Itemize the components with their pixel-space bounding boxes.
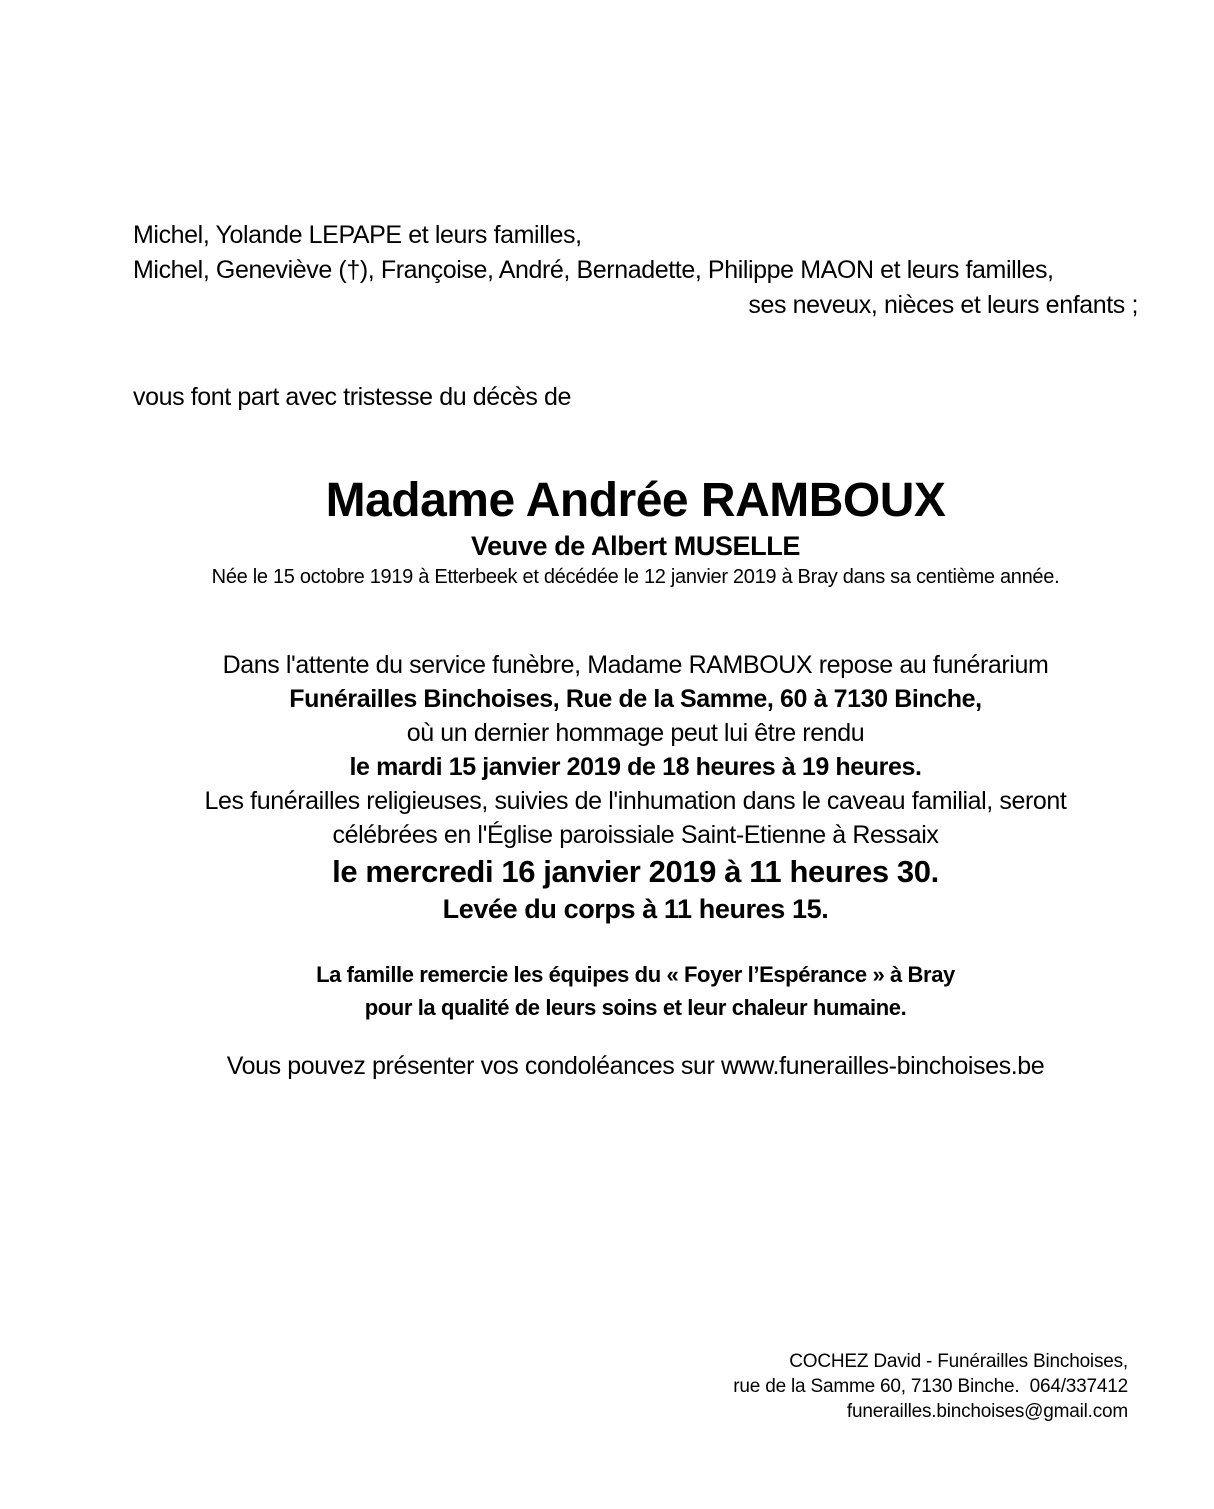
ceremony-datetime-line: le mercredi 16 janvier 2019 à 11 heures 30.	[332, 854, 939, 889]
body-removal-line: Levée du corps à 11 heures 15.	[442, 894, 829, 924]
resting-intro-line: Dans l'attente du service funèbre, Madame RAMBOUX repose au funérarium	[222, 651, 1049, 679]
family-line-2: Michel, Geneviève (†), Françoise, André, Bernadette, Philippe MAON et leurs familles,	[133, 256, 1054, 284]
family-relation-line: ses neveux, nièces et leurs enfants ;	[748, 291, 1138, 319]
ceremony-line-2: célébrées en l'Église paroissiale Saint-Etienne à Ressaix	[332, 821, 939, 849]
footer-email-line: funerailles.binchoises@gmail.com	[846, 1401, 1128, 1422]
thanks-line-2: pour la qualité de leurs soins et leur chaleur humaine.	[364, 995, 907, 1020]
thanks-line-1: La famille remercie les équipes du « Foyer l’Espérance » à Bray	[316, 962, 955, 987]
condolences-line: Vous pouvez présenter vos condoléances sur www.funerailles-binchoises.be	[226, 1052, 1045, 1080]
deceased-name: Madame Andrée RAMBOUX	[325, 474, 946, 527]
footer-director-line: COCHEZ David - Funérailles Binchoises,	[789, 1351, 1128, 1372]
announcement-intro: vous font part avec tristesse du décès de	[133, 383, 572, 411]
tribute-line: où un dernier hommage peut lui être rendu	[406, 719, 865, 747]
footer-address-phone-line: rue de la Samme 60, 7130 Binche. 064/337412	[733, 1376, 1128, 1397]
widow-of-line: Veuve de Albert MUSELLE	[471, 531, 800, 561]
family-line-1: Michel, Yolande LEPAPE et leurs familles,	[133, 221, 582, 249]
life-dates-line: Née le 15 octobre 1919 à Etterbeek et décédée le 12 janvier 2019 à Bray dans sa centième année.	[211, 566, 1060, 588]
deceased-title-block	[133, 473, 1138, 592]
ceremony-line-1: Les funérailles religieuses, suivies de l'inhumation dans le caveau familial, seront	[204, 787, 1067, 815]
service-details-block	[133, 648, 1138, 926]
family-names-block	[133, 0, 1138, 323]
funeral-home-footer	[133, 1349, 1128, 1424]
thanks-block	[133, 958, 1138, 1024]
funeral-home-address-line: Funérailles Binchoises, Rue de la Samme, 60 à 7130 Binche,	[289, 685, 982, 713]
visitation-datetime-line: le mardi 15 janvier 2019 de 18 heures à 19 heures.	[349, 753, 922, 781]
